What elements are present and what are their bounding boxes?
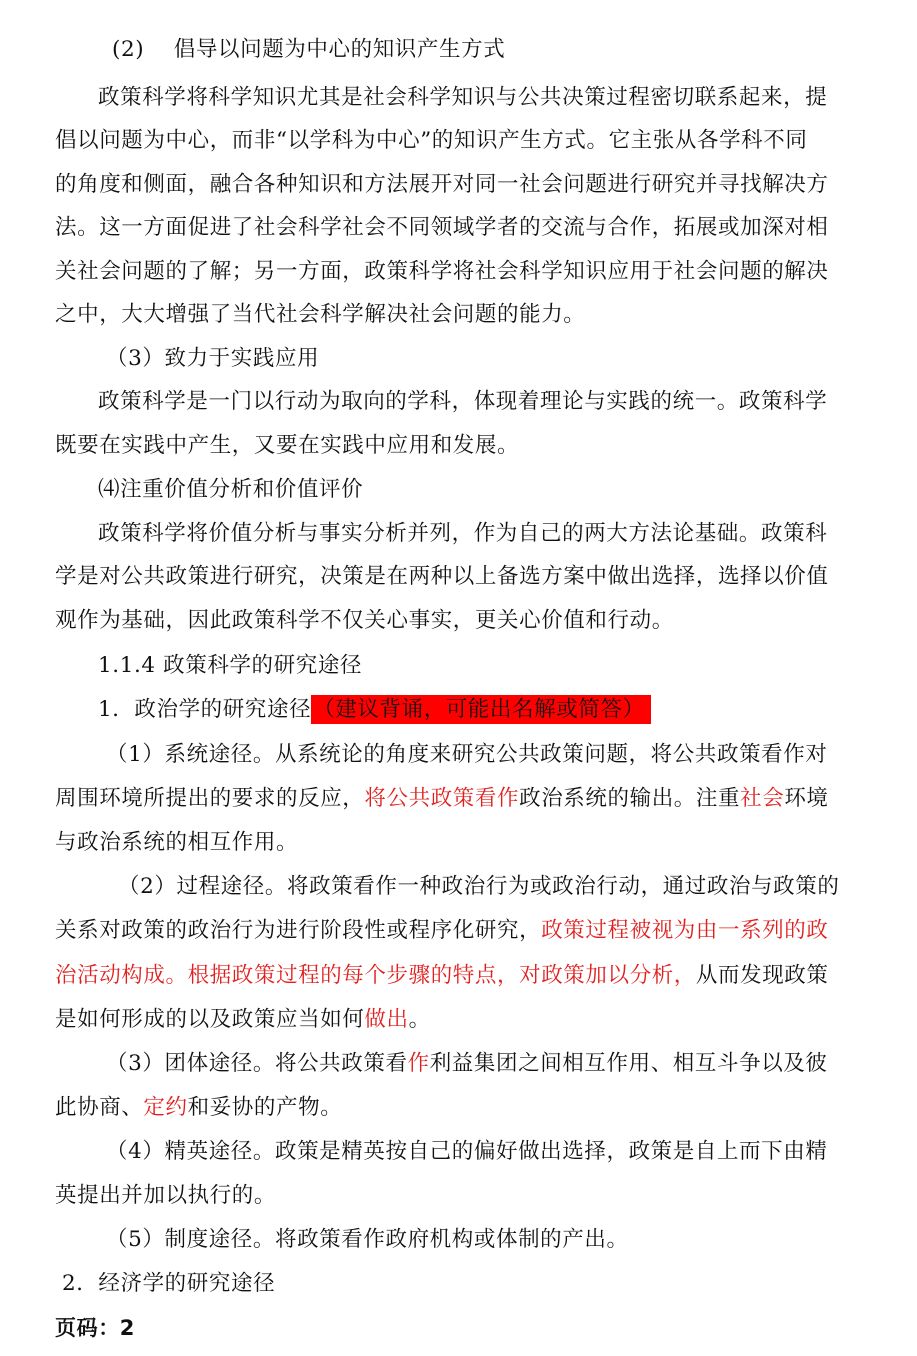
paragraph-line: （5）制度途径。将政策看作政府机构或体制的产出。 — [106, 1227, 629, 1252]
text-span: 周围环境所提出的要求的反应， — [55, 786, 365, 811]
emphasis-text: 社会 — [740, 786, 785, 811]
paragraph-line: 关社会问题的了解；另一方面，政策科学将社会科学知识应用于社会问题的解决 — [55, 259, 829, 284]
approach-heading-text: 1．政治学的研究途径 — [98, 697, 312, 722]
paragraph-line: 政策科学将科学知识尤其是社会科学知识与公共决策过程密切联系起来，提 — [98, 85, 828, 110]
paragraph-line: 观作为基础，因此政策科学不仅关心事实，更关心价值和行动。 — [55, 608, 674, 633]
text-span: 政治系统的输出。注重 — [519, 786, 741, 811]
subsection-heading: 1.1.4 政策科学的研究途径 — [98, 653, 363, 678]
paragraph-line: 政策科学是一门以行动为取向的学科，体现着理论与实践的统一。政策科学 — [98, 389, 828, 414]
paragraph-line: 倡以问题为中心，而非“以学科为中心”的知识产生方式。它主张从各学科不同 — [55, 128, 808, 153]
approach-heading-political — [98, 695, 651, 725]
paragraph-line: 既要在实践中产生，又要在实践中应用和发展。 — [55, 433, 520, 458]
emphasis-text: 定约 — [143, 1095, 188, 1120]
paragraph-line: （4）精英途径。政策是精英按自己的偏好做出选择，政策是自上而下由精 — [106, 1139, 828, 1164]
emphasis-text: 作 — [407, 1051, 430, 1076]
paragraph-line: 政策科学将价值分析与事实分析并列，作为自己的两大方法论基础。政策科 — [98, 521, 828, 546]
paragraph-line — [55, 784, 829, 814]
recite-highlight: （建议背诵，可能出名解或简答） — [311, 695, 651, 724]
paragraph-line: 法。这一方面促进了社会科学社会不同领域学者的交流与合作，拓展或加深对相 — [55, 215, 829, 240]
paragraph-line — [55, 961, 829, 991]
emphasis-text: 做出 — [364, 1007, 409, 1032]
text-span: 关系对政策的政治行为进行阶段性或程序化研究， — [55, 918, 542, 943]
text-span: 和妥协的产物。 — [187, 1095, 343, 1120]
section-heading-2: (2) 倡导以问题为中心的知识产生方式 — [112, 37, 506, 62]
section-heading-4: ⑷注重价值分析和价值评价 — [98, 477, 364, 502]
emphasis-text: 治活动构成。根据政策过程的每个步骤的特点，对政策加以分析， — [55, 963, 696, 988]
paragraph-line: 学是对公共政策进行研究，决策是在两种以上备选方案中做出选择，选择以价值 — [55, 564, 829, 589]
text-span: 是如何形成的以及政策应当如何 — [55, 1007, 365, 1032]
paragraph-line: 英提出并加以执行的。 — [55, 1183, 277, 1208]
paragraph-line: 与政治系统的相互作用。 — [55, 830, 299, 855]
text-span: （3）团体途径。将公共政策看 — [106, 1051, 408, 1076]
page-number: 页码：2 — [55, 1316, 136, 1340]
emphasis-text: 政策过程被视为由一系列的政 — [541, 918, 829, 943]
paragraph-line: （2）过程途径。将政策看作一种政治行为或政治行动，通过政治与政策的 — [118, 874, 840, 899]
paragraph-line — [106, 1049, 828, 1079]
text-span: 。 — [408, 1007, 431, 1032]
paragraph-line — [55, 1005, 431, 1035]
paragraph-line: 之中，大大增强了当代社会科学解决社会问题的能力。 — [55, 302, 586, 327]
paragraph-line: （1）系统途径。从系统论的角度来研究公共政策问题，将公共政策看作对 — [106, 742, 828, 767]
paragraph-line: 的角度和侧面，融合各种知识和方法展开对同一社会问题进行研究并寻找解决方 — [55, 172, 829, 197]
text-span: 利益集团之间相互作用、相互斗争以及彼 — [429, 1051, 828, 1076]
paragraph-line — [55, 1093, 342, 1123]
paragraph-line — [55, 916, 829, 946]
text-span: 此协商、 — [55, 1095, 144, 1120]
section-heading-3: （3）致力于实践应用 — [106, 346, 320, 371]
text-span: 从而发现政策 — [695, 963, 829, 988]
emphasis-text: 将公共政策看作 — [364, 786, 520, 811]
approach-heading-economic: 2．经济学的研究途径 — [62, 1271, 276, 1296]
text-span: 环境 — [784, 786, 829, 811]
